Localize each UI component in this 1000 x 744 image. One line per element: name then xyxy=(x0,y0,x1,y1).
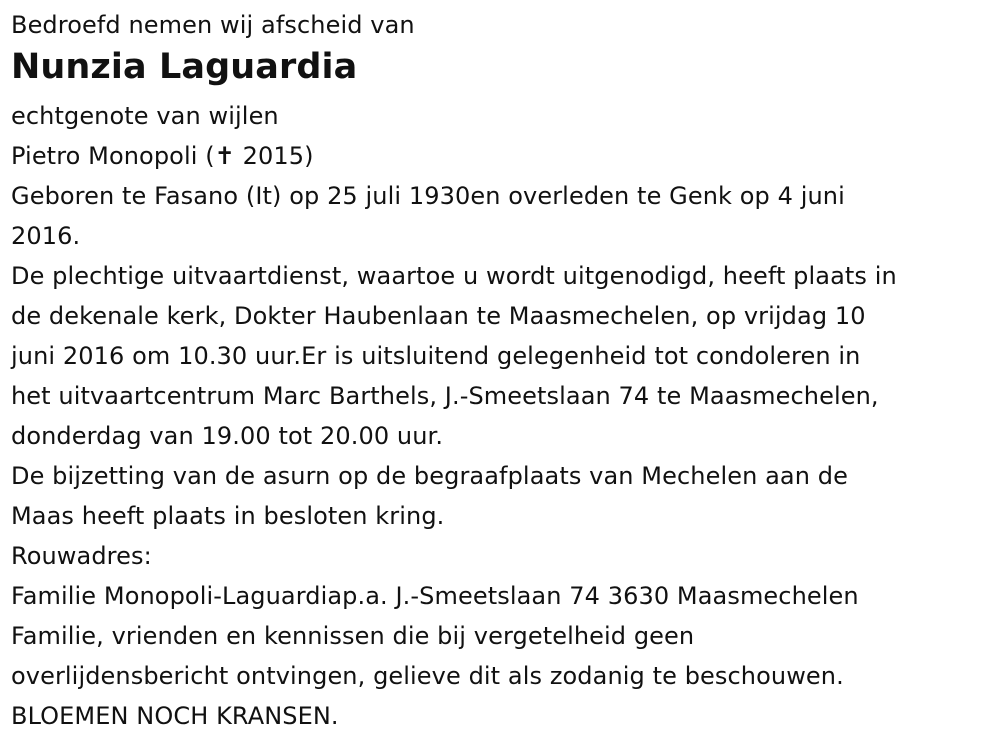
mourning-address: Familie Monopoli-Laguardiap.a. J.-Smeetslaan 74 3630 Maasmechelen xyxy=(11,582,859,610)
flowers-note: BLOEMEN NOCH KRANSEN. xyxy=(11,702,339,730)
birth-death-line: Geboren te Fasano (It) op 25 juli 1930en overleden te Genk op 4 juni xyxy=(11,182,845,210)
funeral-time-line: juni 2016 om 10.30 uur.Er is uitsluitend gelegenheid tot condoleren in xyxy=(11,342,861,370)
notice-disclaimer-line-2: overlijdensbericht ontvingen, gelieve dit als zodanig te beschouwen. xyxy=(11,662,844,690)
funeral-location-line: de dekenale kerk, Dokter Haubenlaan te Maasmechelen, op vrijdag 10 xyxy=(11,302,866,330)
interment-line: De bijzetting van de asurn op de begraafplaats van Mechelen aan de xyxy=(11,462,848,490)
notice-disclaimer-line: Familie, vrienden en kennissen die bij vergetelheid geen xyxy=(11,622,695,650)
funeral-service-line: De plechtige uitvaartdienst, waartoe u wordt uitgenodigd, heeft plaats in xyxy=(11,262,897,290)
spouse-line: echtgenote van wijlen xyxy=(11,102,279,130)
mourning-address-label: Rouwadres: xyxy=(11,542,152,570)
obituary-notice xyxy=(11,6,996,736)
condolence-time-line: donderdag van 19.00 tot 20.00 uur. xyxy=(11,422,444,450)
deceased-name: Nunzia Laguardia xyxy=(11,47,358,87)
interment-private-line: Maas heeft plaats in besloten kring. xyxy=(11,502,445,530)
death-year-line: 2016. xyxy=(11,222,81,250)
condolence-location-line: het uitvaartcentrum Marc Barthels, J.-Smeetslaan 74 te Maasmechelen, xyxy=(11,382,879,410)
intro-text: Bedroefd nemen wij afscheid van xyxy=(11,11,415,39)
spouse-name-line: Pietro Monopoli (✝ 2015) xyxy=(11,142,314,170)
